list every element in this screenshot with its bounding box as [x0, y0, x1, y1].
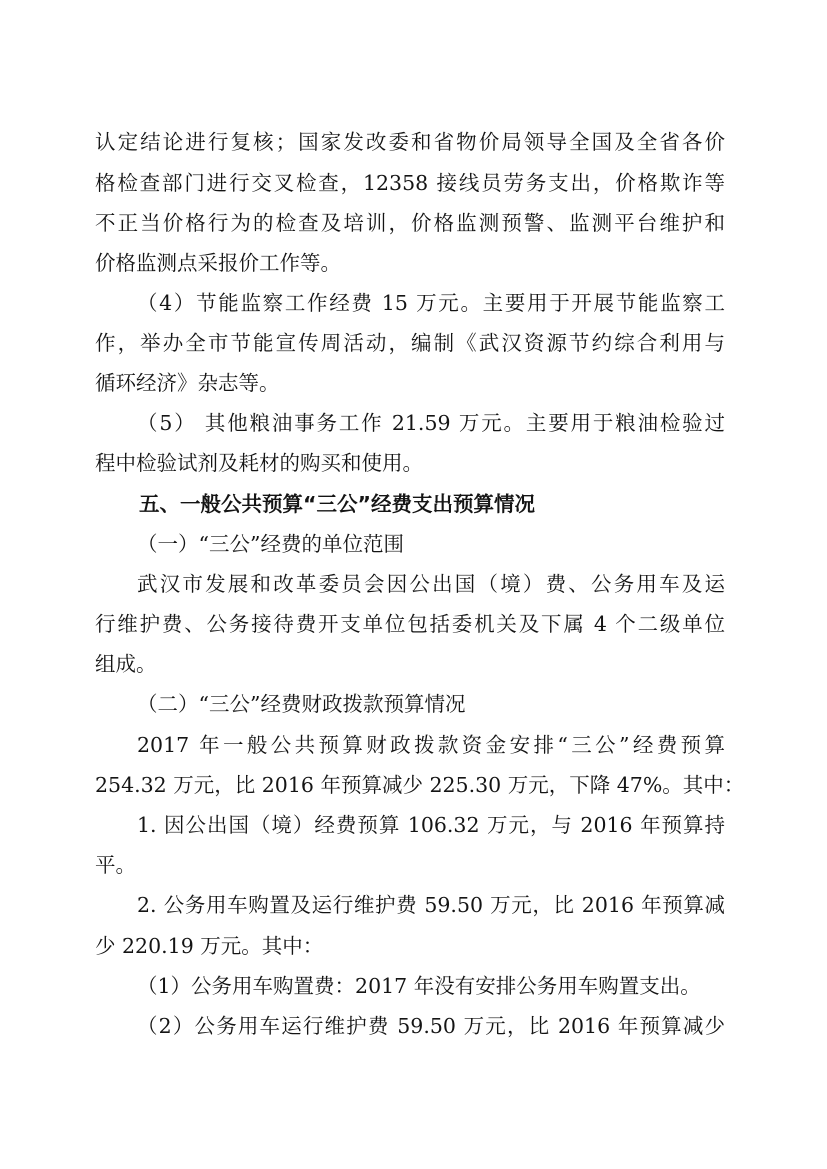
- text-line: 2. 公务用车购置及运行维护费 59.50 万元，比 2016 年预算减: [137, 893, 725, 917]
- text-line: 循环经济》杂志等。: [95, 371, 280, 395]
- text-line: 武汉市发展和改革委员会因公出国（境）费、公务用车及运: [137, 572, 725, 596]
- text-line: 254.32 万元，比 2016 年预算减少 225.30 万元，下降 47%。其中：: [95, 773, 745, 797]
- text-line: （5） 其他粮油事务工作 21.59 万元。主要用于粮油检验过: [137, 411, 725, 435]
- text-line: 作，举办全市节能宣传周活动，编制《武汉资源节约综合利用与: [95, 331, 725, 355]
- subsection-title: （二）“三公”经费财政拨款预算情况: [137, 692, 466, 716]
- text-line: （2）公务用车运行维护费 59.50 万元，比 2016 年预算减少: [137, 1014, 725, 1038]
- text-line: 2017 年一般公共预算财政拨款资金安排“三公”经费预算: [137, 733, 725, 757]
- text-line: （4）节能监察工作经费 15 万元。主要用于开展节能监察工: [137, 291, 725, 315]
- section-heading: 五、一般公共预算“三公”经费支出预算情况: [139, 492, 535, 516]
- subsection-title: （一）“三公”经费的单位范围: [137, 532, 404, 556]
- text-line: 程中检验试剂及耗材的购买和使用。: [95, 451, 423, 475]
- text-line: 价格监测点采报价工作等。: [95, 251, 341, 275]
- text-line: 行维护费、公务接待费开支单位包括委机关及下属 4 个二级单位: [95, 612, 725, 636]
- text-line: 组成。: [95, 652, 157, 676]
- text-line: 认定结论进行复核；国家发改委和省物价局领导全国及全省各价: [95, 130, 725, 154]
- text-line: （1）公务用车购置费：2017 年没有安排公务用车购置支出。: [137, 974, 701, 998]
- text-line: 不正当价格行为的检查及培训，价格监测预警、监测平台维护和: [95, 211, 725, 235]
- text-line: 1. 因公出国（境）经费预算 106.32 万元，与 2016 年预算持: [137, 813, 725, 837]
- text-line: 少 220.19 万元。其中：: [95, 934, 324, 958]
- text-line: 平。: [95, 853, 136, 877]
- text-line: 格检查部门进行交叉检查，12358 接线员劳务支出，价格欺诈等: [95, 171, 725, 195]
